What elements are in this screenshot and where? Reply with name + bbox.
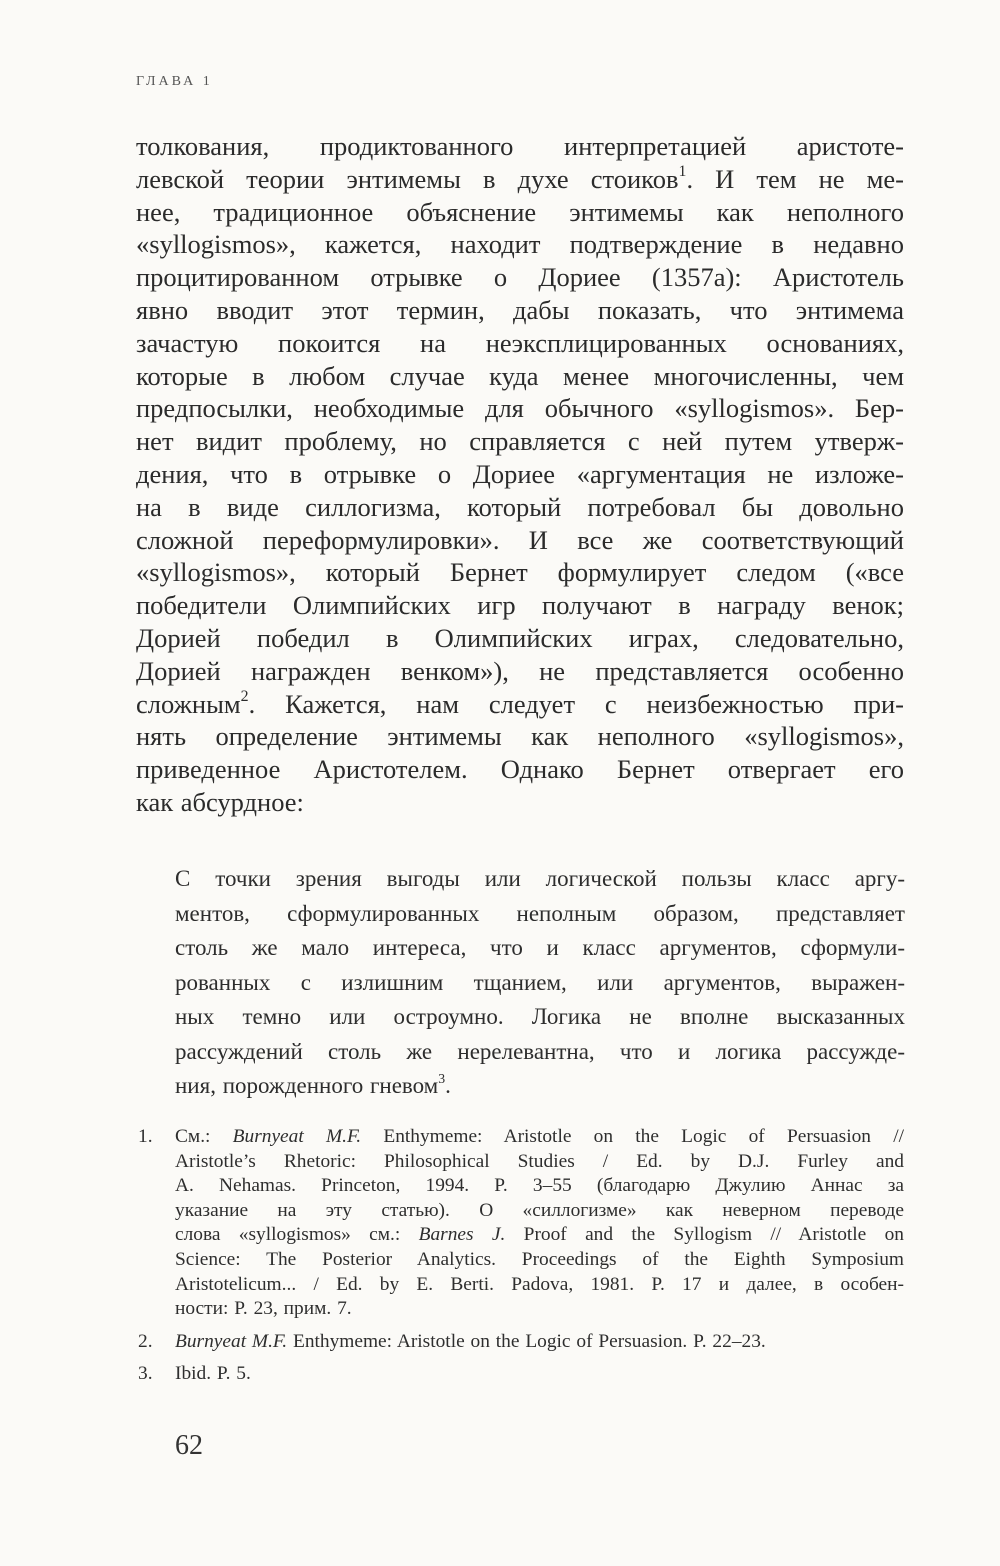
text-line: нять определение энтимемы как неполного «syllogismos»,	[136, 721, 904, 752]
footnote-line: Aristotelicum... / Ed. by E. Berti. Padova, 1981. P. 17 и далее, в особен-	[175, 1273, 904, 1295]
footnote-line: См.: Burnyeat M.F. Enthymeme: Aristotle on the Logic of Persuasion //	[175, 1126, 904, 1147]
author-name: Barnes J.	[418, 1224, 506, 1246]
text-line: Дорией награжден венком»), не представляется особенно	[136, 655, 904, 686]
text-line: толкования, продиктованного интерпретацией аристоте-	[136, 131, 904, 161]
footnote-line: ности: P. 23, прим. 7.	[175, 1298, 352, 1320]
text-line: сложной переформулировки». И все же соответствующий	[136, 524, 904, 555]
text-line: зачастую покоится на неэксплицированных основаниях,	[136, 327, 904, 358]
running-head: ГЛАВА 1	[136, 74, 213, 89]
author-name: Burnyeat M.F.	[232, 1126, 362, 1147]
text-line: «syllogismos», который Бернет формулирует следом («все	[136, 557, 904, 588]
text-line: процитированном отрывке о Дориее (1357а): Аристотель	[136, 262, 904, 293]
footnote-2	[136, 1330, 904, 1355]
text-line: Дорией победил в Олимпийских играх, следовательно,	[136, 622, 904, 653]
author-name: Burnyeat M.F.	[175, 1330, 288, 1352]
footnote-line: Burnyeat M.F. Enthymeme: Aristotle on the Logic of Persuasion. P. 22–23.	[175, 1330, 766, 1352]
footnote-line: указание на эту статью). О «силлогизме» как неверном переводе	[175, 1199, 904, 1221]
text-line: предпосылки, необходимые для обычного «syllogismos». Бер-	[136, 393, 904, 424]
text-line: «syllogismos», кажется, находит подтверждение в недавно	[136, 229, 904, 260]
text-line: которые в любом случае куда менее многочисленны, чем	[136, 360, 904, 391]
footnote-1	[136, 1125, 904, 1322]
quote-line: столь же мало интереса, что и класс аргументов, сформули-	[175, 935, 905, 960]
text-line: нее, традиционное объяснение энтимемы как неполного	[136, 196, 904, 227]
quote-line: рованных с излишним тщанием, или аргументов, выражен-	[175, 969, 905, 995]
footnote-ref-2[interactable]: 2	[240, 688, 249, 706]
text-line: левской теории энтимемы в духе стоиков$^1$. И тем не ме-	[136, 163, 904, 194]
quote-line: С точки зрения выгоды или логической пользы класс аргу-	[175, 866, 905, 891]
footnote-ref-1[interactable]: 1	[678, 163, 687, 181]
page-number: 62	[175, 1430, 203, 1461]
text-line: сложным$^2$. Кажется, нам следует с неизбежностью при-	[136, 688, 904, 719]
quote-line: рассуждений столь же нерелевантна, что и логика рассужде-	[175, 1038, 905, 1064]
footnote-number: 3.	[138, 1363, 153, 1385]
text-line: как абсурдное:	[136, 786, 304, 817]
quote-line: ния, порожденного гневом$^3$.	[175, 1070, 451, 1098]
block-quote	[175, 862, 905, 1104]
footnote-line: A. Nehamas. Princeton, 1994. P. 3–55 (благодарю Джулию Аннас за	[175, 1175, 904, 1197]
footnote-number: 1.	[138, 1126, 153, 1147]
body-text	[136, 130, 904, 819]
text-line: нет видит проблему, но справляется с ней путем утверж-	[136, 426, 904, 457]
text-line: на в виде силлогизма, который потребовал бы довольно	[136, 491, 904, 522]
footnote-number: 2.	[138, 1330, 153, 1352]
footnotes	[136, 1125, 904, 1395]
quote-line: ных темно или остроумно. Логика не вполне высказанных	[175, 1004, 905, 1029]
footnote-line: Science: The Posterior Analytics. Proceedings of the Eighth Symposium	[175, 1248, 904, 1270]
footnote-line: Aristotle’s Rhetoric: Philosophical Studies / Ed. by D.J. Furley and	[175, 1150, 904, 1172]
text-line: приведенное Аристотелем. Однако Бернет отвергает его	[136, 754, 904, 785]
text-line: победители Олимпийских игр получают в награду венок;	[136, 590, 904, 621]
footnote-line: Ibid. P. 5.	[175, 1363, 251, 1385]
footnote-ref-3[interactable]: 3	[438, 1070, 446, 1086]
text-line: дения, что в отрывке о Дориее «аргументация не изложе-	[136, 458, 904, 489]
text-line: явно вводит этот термин, дабы показать, что энтимема	[136, 294, 904, 325]
footnote-3	[136, 1362, 904, 1387]
quote-line: ментов, сформулированных неполным образом, представляет	[175, 900, 905, 926]
footnote-line: слова «syllogismos» см.: Barnes J. Proof and the Syllogism // Aristotle on	[175, 1224, 904, 1246]
